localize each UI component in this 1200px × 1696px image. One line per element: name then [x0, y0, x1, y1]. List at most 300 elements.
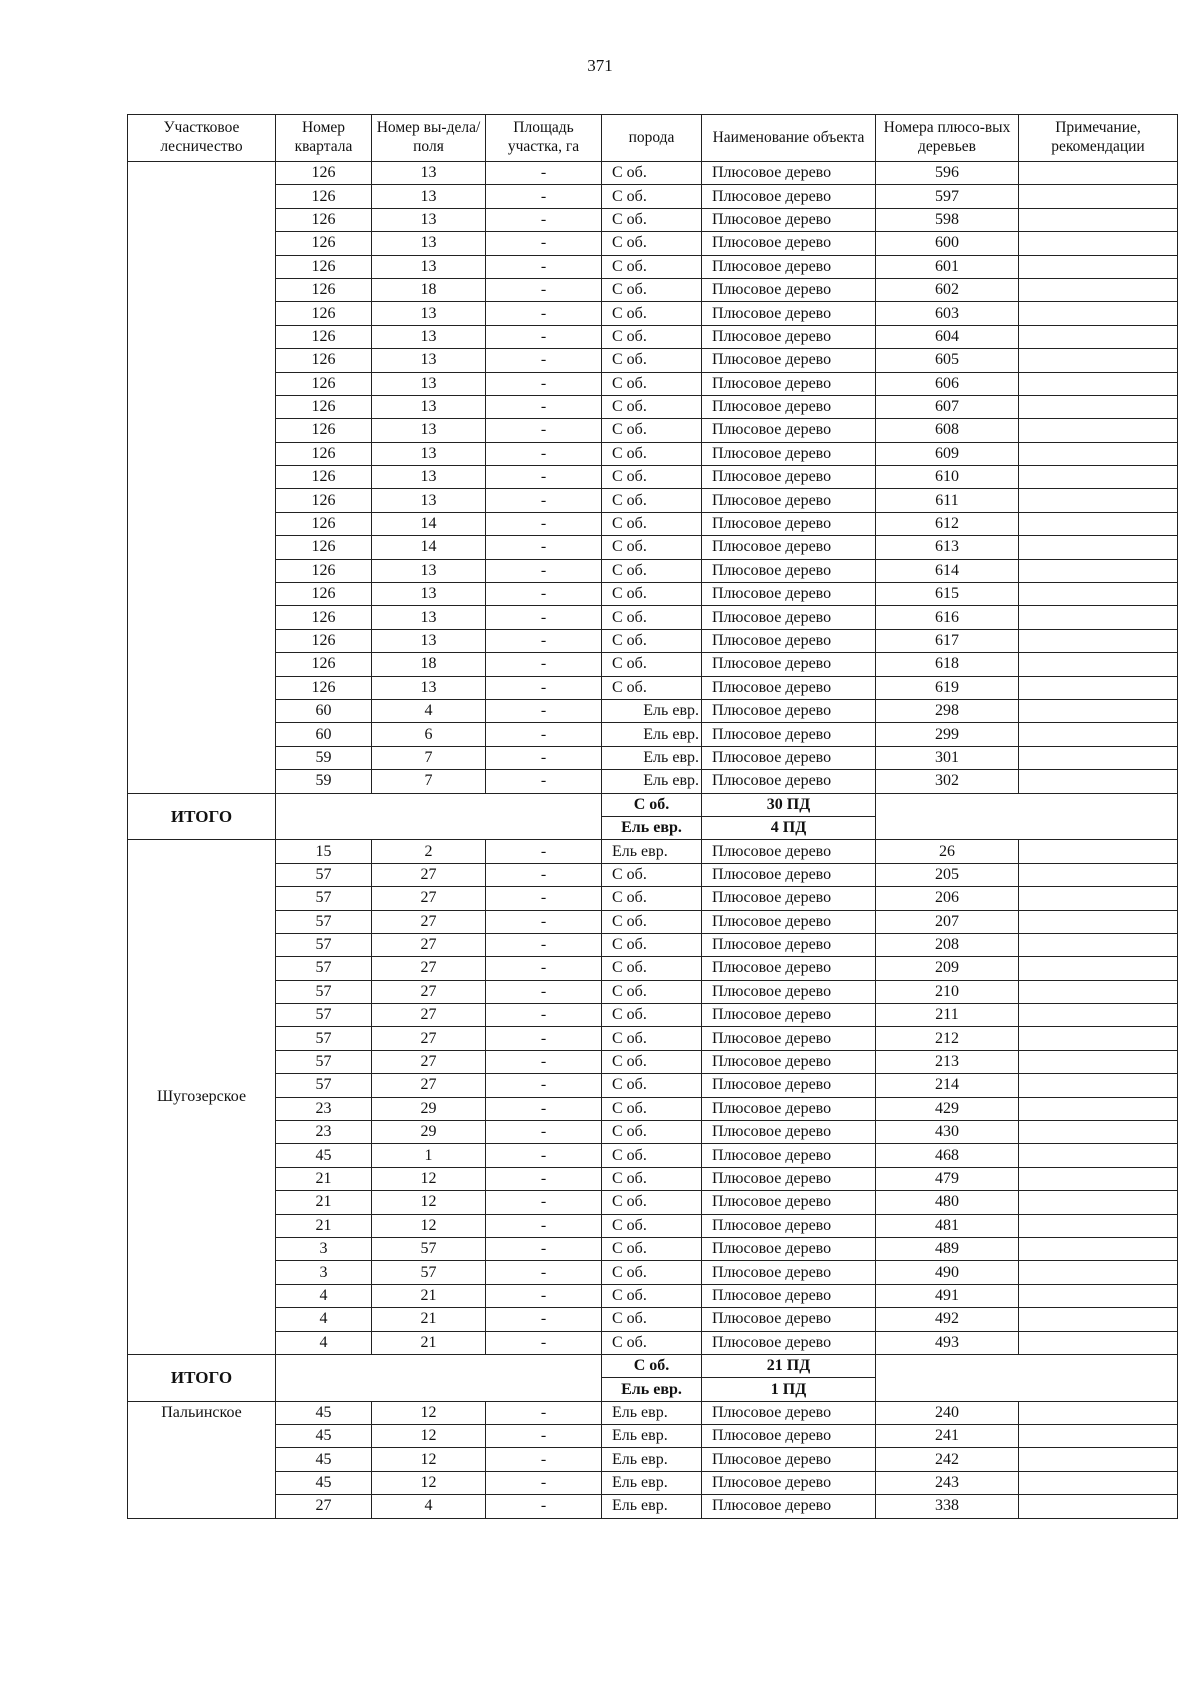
total-count: 21 ПД — [702, 1354, 876, 1377]
notes-cell — [1019, 255, 1178, 278]
area-cell: - — [486, 1027, 602, 1050]
section-cell: 27 — [372, 1027, 486, 1050]
section-cell: 13 — [372, 395, 486, 418]
area-cell: - — [486, 863, 602, 886]
section-cell: 12 — [372, 1425, 486, 1448]
notes-cell — [1019, 442, 1178, 465]
area-cell: - — [486, 208, 602, 231]
notes-cell — [1019, 278, 1178, 301]
section-cell: 13 — [372, 489, 486, 512]
tree-number-cell: 600 — [876, 232, 1019, 255]
tree-number-cell: 298 — [876, 699, 1019, 722]
object-cell: Плюсовое дерево — [702, 583, 876, 606]
section-cell: 27 — [372, 1050, 486, 1073]
notes-cell — [1019, 606, 1178, 629]
object-cell: Плюсовое дерево — [702, 232, 876, 255]
notes-cell — [1019, 676, 1178, 699]
species-cell: Ель евр. — [602, 840, 702, 863]
tree-number-cell: 608 — [876, 419, 1019, 442]
object-cell: Плюсовое дерево — [702, 395, 876, 418]
notes-cell — [1019, 863, 1178, 886]
quarter-cell: 15 — [276, 840, 372, 863]
quarter-cell: 45 — [276, 1401, 372, 1424]
area-cell: - — [486, 1050, 602, 1073]
section-cell: 12 — [372, 1191, 486, 1214]
quarter-cell: 57 — [276, 1050, 372, 1073]
table-row — [128, 957, 1178, 980]
area-cell: - — [486, 1144, 602, 1167]
table-row — [128, 723, 1178, 746]
table-row — [128, 1425, 1178, 1448]
species-cell: С об. — [602, 933, 702, 956]
quarter-cell: 126 — [276, 442, 372, 465]
section-cell: 13 — [372, 162, 486, 185]
quarter-cell: 126 — [276, 302, 372, 325]
species-cell: Ель евр. — [602, 746, 702, 769]
species-cell: С об. — [602, 489, 702, 512]
species-cell: Ель евр. — [602, 1471, 702, 1494]
species-cell: С об. — [602, 1050, 702, 1073]
object-cell: Плюсовое дерево — [702, 1050, 876, 1073]
object-cell: Плюсовое дерево — [702, 1471, 876, 1494]
area-cell: - — [486, 1284, 602, 1307]
area-cell: - — [486, 278, 602, 301]
object-cell: Плюсовое дерево — [702, 466, 876, 489]
quarter-cell: 4 — [276, 1331, 372, 1354]
object-cell: Плюсовое дерево — [702, 325, 876, 348]
total-right-empty — [876, 1354, 1178, 1401]
notes-cell — [1019, 512, 1178, 535]
section-cell: 13 — [372, 372, 486, 395]
notes-cell — [1019, 1308, 1178, 1331]
table-row — [128, 1050, 1178, 1073]
object-cell: Плюсовое дерево — [702, 349, 876, 372]
tree-number-cell: 603 — [876, 302, 1019, 325]
area-cell: - — [486, 162, 602, 185]
tree-number-cell: 214 — [876, 1074, 1019, 1097]
tree-number-cell: 619 — [876, 676, 1019, 699]
tree-number-cell: 613 — [876, 536, 1019, 559]
notes-cell — [1019, 629, 1178, 652]
species-cell: С об. — [602, 325, 702, 348]
table-header-row — [128, 115, 1178, 162]
notes-cell — [1019, 1237, 1178, 1260]
object-cell: Плюсовое дерево — [702, 1284, 876, 1307]
notes-cell — [1019, 232, 1178, 255]
notes-cell — [1019, 957, 1178, 980]
species-cell: С об. — [602, 1074, 702, 1097]
quarter-cell: 45 — [276, 1471, 372, 1494]
species-cell: С об. — [602, 629, 702, 652]
tree-number-cell: 210 — [876, 980, 1019, 1003]
quarter-cell: 23 — [276, 1097, 372, 1120]
area-cell: - — [486, 1425, 602, 1448]
notes-cell — [1019, 746, 1178, 769]
area-cell: - — [486, 512, 602, 535]
object-cell: Плюсовое дерево — [702, 770, 876, 793]
species-cell: С об. — [602, 910, 702, 933]
object-cell: Плюсовое дерево — [702, 208, 876, 231]
section-cell: 7 — [372, 746, 486, 769]
tree-number-cell: 617 — [876, 629, 1019, 652]
section-cell: 14 — [372, 536, 486, 559]
total-species: Ель евр. — [602, 816, 702, 839]
quarter-cell: 126 — [276, 255, 372, 278]
quarter-cell: 59 — [276, 770, 372, 793]
section-cell: 13 — [372, 255, 486, 278]
area-cell: - — [486, 1214, 602, 1237]
table-row — [128, 1401, 1178, 1424]
area-cell: - — [486, 653, 602, 676]
quarter-cell: 126 — [276, 676, 372, 699]
notes-cell — [1019, 910, 1178, 933]
species-cell: С об. — [602, 232, 702, 255]
quarter-cell: 57 — [276, 1027, 372, 1050]
species-cell: С об. — [602, 1004, 702, 1027]
object-cell: Плюсовое дерево — [702, 887, 876, 910]
tree-number-cell: 207 — [876, 910, 1019, 933]
tree-number-cell: 490 — [876, 1261, 1019, 1284]
total-row — [128, 793, 1178, 816]
area-cell: - — [486, 419, 602, 442]
tree-number-cell: 492 — [876, 1308, 1019, 1331]
section-cell: 27 — [372, 1004, 486, 1027]
species-cell: С об. — [602, 1167, 702, 1190]
tree-number-cell: 299 — [876, 723, 1019, 746]
table-row — [128, 1074, 1178, 1097]
tree-number-cell: 604 — [876, 325, 1019, 348]
area-cell: - — [486, 1401, 602, 1424]
total-empty-cell — [276, 793, 602, 840]
notes-cell — [1019, 1331, 1178, 1354]
species-cell: С об. — [602, 208, 702, 231]
section-cell: 13 — [372, 442, 486, 465]
notes-cell — [1019, 1401, 1178, 1424]
notes-cell — [1019, 208, 1178, 231]
tree-number-cell: 489 — [876, 1237, 1019, 1260]
table-row — [128, 419, 1178, 442]
species-cell: С об. — [602, 372, 702, 395]
table-row — [128, 910, 1178, 933]
species-cell: С об. — [602, 162, 702, 185]
notes-cell — [1019, 1214, 1178, 1237]
total-species: Ель евр. — [602, 1378, 702, 1401]
table-row — [128, 278, 1178, 301]
table-row — [128, 1027, 1178, 1050]
area-cell: - — [486, 349, 602, 372]
notes-cell — [1019, 185, 1178, 208]
header-section: Номер вы-дела/ поля — [372, 115, 486, 162]
quarter-cell: 126 — [276, 395, 372, 418]
table-row — [128, 1495, 1178, 1518]
tree-number-cell: 596 — [876, 162, 1019, 185]
object-cell: Плюсовое дерево — [702, 1144, 876, 1167]
total-count: 1 ПД — [702, 1378, 876, 1401]
table-row — [128, 629, 1178, 652]
table-row — [128, 1144, 1178, 1167]
area-cell: - — [486, 559, 602, 582]
section-cell: 29 — [372, 1097, 486, 1120]
table-row — [128, 1448, 1178, 1471]
section-cell: 27 — [372, 980, 486, 1003]
quarter-cell: 126 — [276, 559, 372, 582]
area-cell: - — [486, 746, 602, 769]
object-cell: Плюсовое дерево — [702, 1331, 876, 1354]
object-cell: Плюсовое дерево — [702, 1308, 876, 1331]
tree-number-cell: 479 — [876, 1167, 1019, 1190]
tree-number-cell: 240 — [876, 1401, 1019, 1424]
quarter-cell: 126 — [276, 536, 372, 559]
quarter-cell: 3 — [276, 1237, 372, 1260]
section-cell: 2 — [372, 840, 486, 863]
notes-cell — [1019, 1167, 1178, 1190]
table-row — [128, 536, 1178, 559]
area-cell: - — [486, 1121, 602, 1144]
table-row — [128, 162, 1178, 185]
tree-number-cell: 612 — [876, 512, 1019, 535]
notes-cell — [1019, 583, 1178, 606]
table-row — [128, 653, 1178, 676]
table-row — [128, 1004, 1178, 1027]
species-cell: С об. — [602, 1261, 702, 1284]
object-cell: Плюсовое дерево — [702, 1074, 876, 1097]
section-cell: 12 — [372, 1471, 486, 1494]
table-row — [128, 863, 1178, 886]
tree-number-cell: 597 — [876, 185, 1019, 208]
quarter-cell: 45 — [276, 1448, 372, 1471]
object-cell: Плюсовое дерево — [702, 1237, 876, 1260]
section-cell: 13 — [372, 185, 486, 208]
quarter-cell: 126 — [276, 278, 372, 301]
quarter-cell: 60 — [276, 723, 372, 746]
area-cell: - — [486, 489, 602, 512]
species-cell: С об. — [602, 466, 702, 489]
species-cell: С об. — [602, 302, 702, 325]
notes-cell — [1019, 466, 1178, 489]
quarter-cell: 126 — [276, 232, 372, 255]
area-cell: - — [486, 185, 602, 208]
table-row — [128, 559, 1178, 582]
section-cell: 13 — [372, 208, 486, 231]
notes-cell — [1019, 1495, 1178, 1518]
notes-cell — [1019, 1050, 1178, 1073]
notes-cell — [1019, 1425, 1178, 1448]
object-cell: Плюсовое дерево — [702, 863, 876, 886]
header-tree-number: Номера плюсо-вых деревьев — [876, 115, 1019, 162]
quarter-cell: 126 — [276, 653, 372, 676]
tree-number-cell: 616 — [876, 606, 1019, 629]
tree-number-cell: 211 — [876, 1004, 1019, 1027]
species-cell: С об. — [602, 1027, 702, 1050]
quarter-cell: 126 — [276, 606, 372, 629]
table-row — [128, 1331, 1178, 1354]
area-cell: - — [486, 536, 602, 559]
area-cell: - — [486, 1191, 602, 1214]
table-row — [128, 887, 1178, 910]
table-row — [128, 746, 1178, 769]
tree-number-cell: 338 — [876, 1495, 1019, 1518]
table-row — [128, 302, 1178, 325]
notes-cell — [1019, 1284, 1178, 1307]
object-cell: Плюсовое дерево — [702, 419, 876, 442]
section-cell: 1 — [372, 1144, 486, 1167]
table-row — [128, 1097, 1178, 1120]
notes-cell — [1019, 162, 1178, 185]
quarter-cell: 59 — [276, 746, 372, 769]
notes-cell — [1019, 723, 1178, 746]
notes-cell — [1019, 933, 1178, 956]
species-cell: С об. — [602, 957, 702, 980]
section-cell: 21 — [372, 1331, 486, 1354]
section-cell: 6 — [372, 723, 486, 746]
quarter-cell: 21 — [276, 1167, 372, 1190]
species-cell: С об. — [602, 1191, 702, 1214]
tree-number-cell: 491 — [876, 1284, 1019, 1307]
area-cell: - — [486, 1261, 602, 1284]
notes-cell — [1019, 395, 1178, 418]
species-cell: С об. — [602, 512, 702, 535]
area-cell: - — [486, 1471, 602, 1494]
section-cell: 21 — [372, 1284, 486, 1307]
species-cell: Ель евр. — [602, 1425, 702, 1448]
section-cell: 27 — [372, 933, 486, 956]
table-row — [128, 606, 1178, 629]
object-cell: Плюсовое дерево — [702, 723, 876, 746]
species-cell: С об. — [602, 255, 702, 278]
notes-cell — [1019, 1144, 1178, 1167]
species-cell: Ель евр. — [602, 723, 702, 746]
object-cell: Плюсовое дерево — [702, 676, 876, 699]
tree-number-cell: 429 — [876, 1097, 1019, 1120]
area-cell: - — [486, 606, 602, 629]
header-quarter: Номер квартала — [276, 115, 372, 162]
area-cell: - — [486, 1308, 602, 1331]
notes-cell — [1019, 770, 1178, 793]
section-cell: 13 — [372, 629, 486, 652]
total-label: ИТОГО — [128, 1354, 276, 1401]
species-cell: С об. — [602, 1284, 702, 1307]
section-cell: 27 — [372, 910, 486, 933]
table-row — [128, 1191, 1178, 1214]
species-cell: С об. — [602, 1331, 702, 1354]
total-label: ИТОГО — [128, 793, 276, 840]
object-cell: Плюсовое дерево — [702, 1214, 876, 1237]
section-cell: 13 — [372, 419, 486, 442]
notes-cell — [1019, 372, 1178, 395]
object-cell: Плюсовое дерево — [702, 255, 876, 278]
tree-number-cell: 481 — [876, 1214, 1019, 1237]
section-cell: 13 — [372, 325, 486, 348]
table-row — [128, 1308, 1178, 1331]
section-cell: 27 — [372, 863, 486, 886]
tree-number-cell: 615 — [876, 583, 1019, 606]
tree-number-cell: 243 — [876, 1471, 1019, 1494]
object-cell: Плюсовое дерево — [702, 185, 876, 208]
object-cell: Плюсовое дерево — [702, 1191, 876, 1214]
area-cell: - — [486, 1167, 602, 1190]
tree-number-cell: 601 — [876, 255, 1019, 278]
notes-cell — [1019, 489, 1178, 512]
area-cell: - — [486, 372, 602, 395]
species-cell: Ель евр. — [602, 1495, 702, 1518]
area-cell: - — [486, 232, 602, 255]
table-row — [128, 1261, 1178, 1284]
notes-cell — [1019, 1261, 1178, 1284]
object-cell: Плюсовое дерево — [702, 653, 876, 676]
tree-number-cell: 598 — [876, 208, 1019, 231]
tree-number-cell: 241 — [876, 1425, 1019, 1448]
notes-cell — [1019, 1471, 1178, 1494]
table-row — [128, 980, 1178, 1003]
object-cell: Плюсовое дерево — [702, 629, 876, 652]
tree-number-cell: 26 — [876, 840, 1019, 863]
table-row — [128, 840, 1178, 863]
area-cell: - — [486, 1495, 602, 1518]
tree-number-cell: 206 — [876, 887, 1019, 910]
section-cell: 18 — [372, 278, 486, 301]
section-cell: 21 — [372, 1308, 486, 1331]
total-count: 30 ПД — [702, 793, 876, 816]
table-row — [128, 512, 1178, 535]
quarter-cell: 57 — [276, 1074, 372, 1097]
section-cell: 12 — [372, 1167, 486, 1190]
section-cell: 27 — [372, 1074, 486, 1097]
area-cell: - — [486, 980, 602, 1003]
object-cell: Плюсовое дерево — [702, 1425, 876, 1448]
tree-number-cell: 602 — [876, 278, 1019, 301]
object-cell: Плюсовое дерево — [702, 536, 876, 559]
object-cell: Плюсовое дерево — [702, 1495, 876, 1518]
tree-number-cell: 610 — [876, 466, 1019, 489]
table-row — [128, 325, 1178, 348]
quarter-cell: 4 — [276, 1308, 372, 1331]
quarter-cell: 57 — [276, 863, 372, 886]
species-cell: С об. — [602, 583, 702, 606]
section-cell: 57 — [372, 1237, 486, 1260]
object-cell: Плюсовое дерево — [702, 1261, 876, 1284]
quarter-cell: 21 — [276, 1214, 372, 1237]
quarter-cell: 45 — [276, 1144, 372, 1167]
object-cell: Плюсовое дерево — [702, 489, 876, 512]
table-row — [128, 583, 1178, 606]
section-cell: 57 — [372, 1261, 486, 1284]
object-cell: Плюсовое дерево — [702, 910, 876, 933]
species-cell: С об. — [602, 863, 702, 886]
tree-number-cell: 618 — [876, 653, 1019, 676]
object-cell: Плюсовое дерево — [702, 302, 876, 325]
total-row — [128, 1354, 1178, 1377]
quarter-cell: 126 — [276, 512, 372, 535]
quarter-cell: 21 — [276, 1191, 372, 1214]
section-cell: 13 — [372, 302, 486, 325]
table-row — [128, 255, 1178, 278]
species-cell: С об. — [602, 536, 702, 559]
total-species: С об. — [602, 793, 702, 816]
quarter-cell: 57 — [276, 980, 372, 1003]
section-cell: 12 — [372, 1448, 486, 1471]
district-cell — [128, 162, 276, 794]
section-cell: 13 — [372, 676, 486, 699]
species-cell: С об. — [602, 1308, 702, 1331]
tree-number-cell: 468 — [876, 1144, 1019, 1167]
species-cell: С об. — [602, 653, 702, 676]
page-number: 371 — [587, 56, 613, 75]
notes-cell — [1019, 1027, 1178, 1050]
species-cell: С об. — [602, 676, 702, 699]
section-cell: 18 — [372, 653, 486, 676]
area-cell: - — [486, 676, 602, 699]
table-row — [128, 699, 1178, 722]
